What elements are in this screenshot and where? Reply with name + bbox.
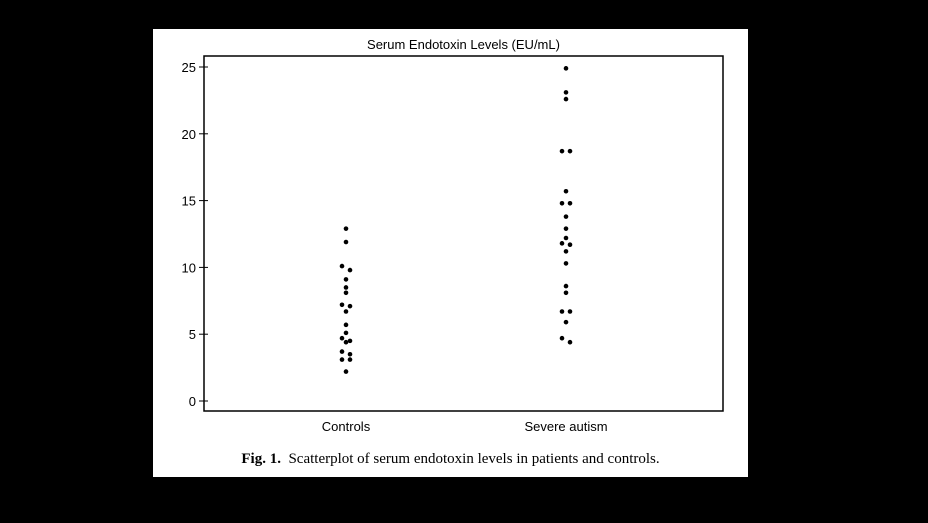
data-point [564,214,569,219]
y-tick-label: 20 [181,126,196,142]
y-tick-label: 5 [188,327,196,343]
data-point [568,242,573,247]
data-point [560,336,565,341]
data-point [348,304,353,309]
data-point [344,240,349,245]
data-point [564,66,569,71]
data-point [564,90,569,95]
caption-label: Fig. 1. [241,451,281,467]
data-point [560,241,565,246]
data-point [564,320,569,325]
y-tick-label: 10 [181,260,196,276]
data-point [340,349,345,354]
data-point [340,336,345,341]
data-point [344,331,349,336]
x-category-label: Controls [321,419,371,434]
data-point [344,369,349,374]
y-tick-label: 25 [181,60,196,75]
data-point [564,249,569,254]
data-point [348,357,353,362]
x-category-label: Severe autism [524,419,608,434]
data-point [568,309,573,314]
data-point [340,264,345,269]
data-point [344,323,349,328]
data-point [564,290,569,295]
data-point [560,309,565,314]
data-point [568,340,573,345]
caption-text: Scatterplot of serum endotoxin levels in patients and controls. [288,451,660,467]
data-point [340,303,345,308]
y-tick-label: 15 [181,193,196,209]
data-point [564,97,569,102]
figure-caption [153,451,748,468]
data-point [564,261,569,266]
data-point [564,236,569,241]
data-point [560,201,565,206]
data-point [348,268,353,273]
data-point [564,284,569,289]
data-point [344,290,349,295]
data-point [564,226,569,231]
data-point [568,201,573,206]
data-point [560,149,565,154]
data-point [344,285,349,290]
data-point [344,340,349,345]
data-point [344,309,349,314]
data-point [348,352,353,357]
data-point [348,339,353,344]
data-point [344,226,349,231]
data-point [344,277,349,282]
plot-frame [204,56,723,411]
data-point [564,189,569,194]
data-point [568,149,573,154]
scatter-chart [153,29,748,449]
y-tick-label: 0 [188,394,196,409]
chart-title: Serum Endotoxin Levels (EU/mL) [367,37,560,52]
data-point [340,357,345,362]
figure [153,29,748,477]
